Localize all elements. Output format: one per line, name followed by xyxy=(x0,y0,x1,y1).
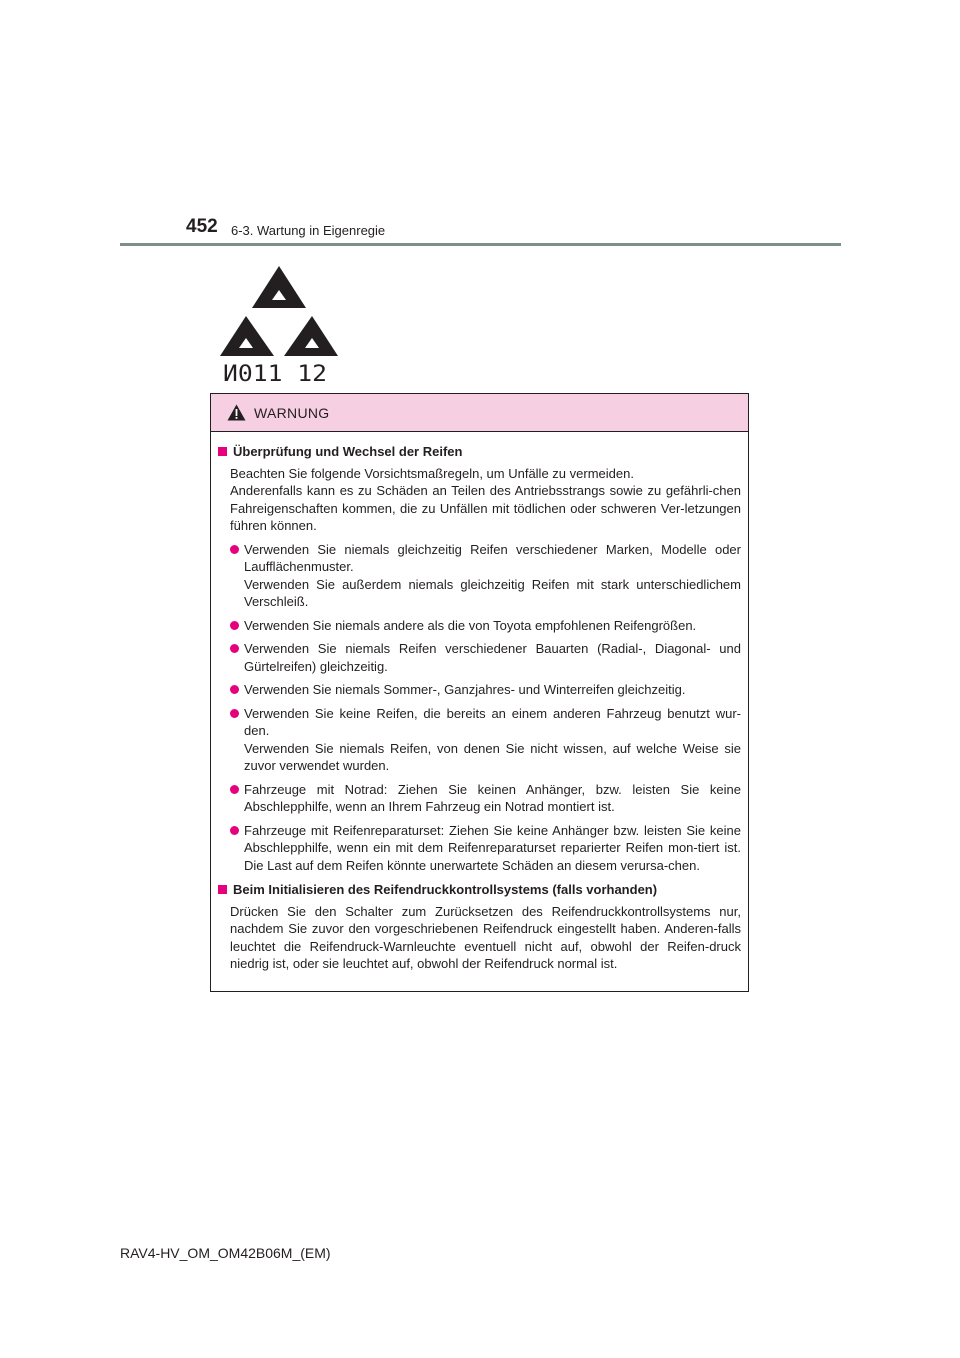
bullet-item xyxy=(230,617,741,635)
heading-text: Beim Initialisieren des Reifendruckkontrollsystems (falls vorhanden) xyxy=(233,882,658,897)
bullet-item xyxy=(230,681,741,699)
tire-code: И011 12 xyxy=(223,362,327,384)
bullet-dot-icon xyxy=(230,709,239,718)
intro-line: Beachten Sie folgende Vorsichtsmaßregeln, um Unfälle zu vermeiden. xyxy=(230,465,634,481)
bullet-dot-icon xyxy=(230,685,239,694)
bullet-dot-icon xyxy=(230,785,239,794)
bullet-item xyxy=(230,541,741,611)
bullet-text: Verwenden Sie niemals Reifen verschiedener Bauarten (Radial-, Diagonal- und Gürtelreifen) gleichzeitig. xyxy=(244,641,741,674)
page-number: 452 xyxy=(186,216,218,237)
bullet-item xyxy=(230,640,741,675)
section-heading xyxy=(218,443,741,461)
bullet-text: Verwenden Sie niemals Reifen, von denen Sie nicht wissen, auf welche Weise sie zuvor verwendet wurden. xyxy=(244,740,741,773)
section-heading xyxy=(218,881,741,899)
bullet-text: Verwenden Sie außerdem niemals gleichzeitig Reifen mit stark unterschiedlichem Verschleiß. xyxy=(244,576,741,609)
warning-body xyxy=(211,432,748,973)
warning-title: WARNUNG xyxy=(254,404,330,421)
bullet-text: Verwenden Sie keine Reifen, die bereits an einem anderen Fahrzeug benutzt wur-den. xyxy=(244,705,741,738)
header-rule xyxy=(120,243,841,246)
bullet-text: Verwenden Sie niemals andere als die von Toyota empfohlenen Reifengrößen. xyxy=(244,617,697,633)
square-bullet-icon xyxy=(218,447,227,456)
document-code: RAV4-HV_OM_OM42B06M_(EM) xyxy=(120,1245,331,1261)
intro-paragraph xyxy=(230,465,741,535)
section-title: 6-3. Wartung in Eigenregie xyxy=(231,223,386,238)
bullet-dot-icon xyxy=(230,545,239,554)
bullet-item xyxy=(230,781,741,816)
bullet-item xyxy=(230,705,741,775)
square-bullet-icon xyxy=(218,885,227,894)
bullet-dot-icon xyxy=(230,621,239,630)
paragraph-text: Drücken Sie den Schalter zum Zurücksetzen des Reifendruckkontrollsystems nur, nachdem Sie zuvor den vorgeschriebenen Reifendruck eingestellt haben. Anderen-falls leuchtet die Reifendruck-Warnleuchte eventuell nicht auf, obwohl der Reifen-druck niedrig ist, oder sie leuchtet auf, obwohl der Reifendruck normal ist. xyxy=(230,903,741,971)
heading-text: Überprüfung und Wechsel der Reifen xyxy=(233,444,463,459)
bullet-item xyxy=(230,822,741,875)
intro-line: Anderenfalls kann es zu Schäden an Teilen des Antriebsstrangs sowie zu gefährli-chen Fahreigenschaften kommen, die zu Unfällen mit tödlichen oder schweren Ver-letzungen führen können. xyxy=(230,483,741,533)
tire-symbol-icon xyxy=(220,264,338,384)
bullet-dot-icon xyxy=(230,644,239,653)
section-paragraph xyxy=(230,903,741,973)
warning-header xyxy=(211,394,748,432)
bullet-dot-icon xyxy=(230,826,239,835)
warning-box xyxy=(210,393,749,992)
bullet-text: Fahrzeuge mit Notrad: Ziehen Sie keinen Anhänger, bzw. leisten Sie keine Abschlepphilfe, wenn an Ihrem Fahrzeug ein Notrad montiert ist. xyxy=(244,781,741,814)
bullet-text: Verwenden Sie niemals gleichzeitig Reifen verschiedener Marken, Modelle oder Laufflächenmuster. xyxy=(244,541,741,574)
warning-triangle-icon xyxy=(227,404,246,421)
bullet-text: Verwenden Sie niemals Sommer-, Ganzjahres- und Winterreifen gleichzeitig. xyxy=(244,682,686,697)
bullet-text: Fahrzeuge mit Reifenreparaturset: Ziehen Sie keine Anhänger bzw. leisten Sie keine Abschlepphilfe, wenn ein mit dem Reifenreparaturset reparierter Reifen mon-tiert ist. Die Last auf dem Reifen könnte unerwartete Schäden an diesem verursa-chen. xyxy=(244,822,741,873)
